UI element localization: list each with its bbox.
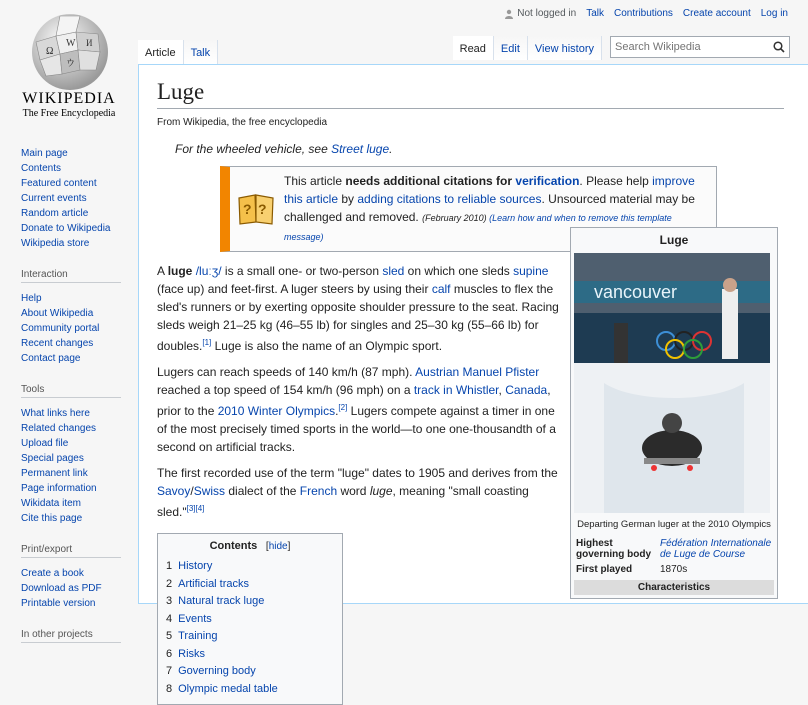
article-content (138, 64, 808, 695)
login-link[interactable]: Log in (760, 8, 788, 19)
search-icon[interactable] (769, 41, 789, 53)
tagline: The Free Encyclopedia (22, 108, 116, 119)
ref-1[interactable]: [1] (202, 338, 212, 347)
infobox-caption: Departing German luger at the 2010 Olympics (577, 519, 771, 530)
sidebar-item-community-portal[interactable]: Community portal (21, 323, 100, 334)
sidebar-item-what-links-here[interactable]: What links here (21, 408, 90, 419)
french-link[interactable]: French (299, 484, 338, 498)
page-title: Luge (157, 79, 784, 109)
sidebar-item-special-pages[interactable]: Special pages (21, 453, 84, 464)
swiss-link[interactable]: Swiss (193, 484, 226, 498)
sidebar-item-create-book[interactable]: Create a book (21, 568, 84, 579)
ipa-link[interactable]: /luːʒ/ (195, 264, 222, 278)
sidebar-item-current-events[interactable]: Current events (21, 193, 87, 204)
tab-talk[interactable]: Talk (184, 40, 219, 64)
hatnote: For the wheeled vehicle, see Street luge. (175, 142, 393, 156)
fil-link[interactable]: Fédération Internationale de Luge de Course (660, 538, 772, 560)
sidebar-item-donate[interactable]: Donate to Wikipedia (21, 223, 111, 234)
portal-heading-interaction: Interaction (21, 269, 121, 283)
namespace-tabs (138, 40, 218, 64)
sidebar-item-featured-content[interactable]: Featured content (21, 178, 97, 189)
sidebar-item-permanent-link[interactable]: Permanent link (21, 468, 88, 479)
sidebar-item-store[interactable]: Wikipedia store (21, 238, 90, 249)
portal-heading-print: Print/export (21, 544, 121, 558)
tab-edit[interactable]: Edit (494, 36, 528, 60)
sidebar-item-random-article[interactable]: Random article (21, 208, 89, 219)
wordmark: WIKIPEDIA (22, 90, 116, 107)
hatnote-street-luge-link[interactable]: Street luge (331, 142, 390, 156)
tab-view-history[interactable]: View history (528, 36, 602, 60)
sidebar-item-contact[interactable]: Contact page (21, 353, 81, 364)
view-tabs (453, 36, 790, 60)
svg-text:И: И (86, 38, 93, 48)
photo-sign-text: vancouver (594, 282, 678, 302)
improve-article-link[interactable]: improve this article (284, 174, 695, 206)
user-icon (504, 9, 514, 19)
sidebar-item-wikidata-item[interactable]: Wikidata item (21, 498, 82, 509)
toc-item[interactable]: 1 History (166, 560, 213, 572)
canada-link[interactable]: Canada (505, 383, 548, 397)
svg-text:?: ? (243, 201, 252, 217)
portal-print (0, 544, 138, 611)
paragraph-intro: A luge /luːʒ/ is a small one- or two-person sled on which one sleds supine (face up) and feet-first. A luger steers by using their calf muscles to flex the sled's runners or by exerting opposite shoulder pressure to the seat. Racing sleds weigh 21–25 kg (46–55 lb) for singles and 25–30 kg (55–66 lb) for doubles.[1] Luge is also the name of an Olympic sport. (157, 264, 559, 353)
portal-heading-other-projects: In other projects (21, 629, 121, 643)
contributions-link[interactable]: Contributions (614, 8, 673, 19)
table-of-contents (157, 533, 343, 705)
portal-navigation (0, 140, 138, 251)
sidebar-item-main-page[interactable]: Main page (21, 148, 68, 159)
sidebar-item-related-changes[interactable]: Related changes (21, 423, 97, 434)
infobox-row-first-played (574, 562, 774, 577)
infobox-title: Luge (659, 233, 689, 247)
paragraph-speed: Lugers can reach speeds of 140 km/h (87 mph). Austrian Manuel Pfister reached a top speed of 154 km/h (96 mph) on a track in Whistler, Canada, prior to the 2010 Winter Olympics.[2] Lugers compete against a timer in one of the most precisely timed sports in the world—to one one-thousandth of a second on artificial tracks. (157, 365, 556, 454)
citation-notice-text: This article needs additional citations for verification. Please help improve this article by adding citations to reliable sources. Unsourced material may be challenged and removed. (February 2010) (Learn how and when to remove this template message) (284, 174, 695, 242)
infobox (570, 227, 778, 599)
toc-item[interactable]: 5 Training (166, 630, 218, 642)
toc-item[interactable]: 6 Risks (166, 647, 206, 660)
pfister-link[interactable]: Austrian Manuel Pfister (415, 365, 540, 379)
winter-olympics-link[interactable]: 2010 Winter Olympics (217, 404, 336, 418)
svg-text:ウ: ウ (66, 58, 76, 68)
sidebar-item-recent-changes[interactable]: Recent changes (21, 338, 94, 349)
site-subtitle: From Wikipedia, the free encyclopedia (157, 117, 328, 128)
sidebar-item-cite-page[interactable]: Cite this page (21, 513, 83, 524)
globe-logo-icon (30, 12, 110, 92)
portal-interaction (0, 269, 138, 366)
toc-item[interactable]: 8 Olympic medal table (166, 682, 278, 695)
infobox-row-governing-body (574, 536, 774, 562)
sidebar-item-contents[interactable]: Contents (21, 163, 62, 174)
toc-item[interactable]: 2 Artificial tracks (166, 577, 250, 590)
supine-link[interactable]: supine (513, 264, 549, 278)
sidebar (0, 140, 138, 661)
infobox-section-characteristics: Characteristics (574, 580, 774, 595)
whistler-track-link[interactable]: track in Whistler (413, 383, 499, 397)
svg-text:Ω: Ω (46, 46, 54, 57)
sidebar-item-printable-version[interactable]: Printable version (21, 598, 96, 609)
infobox-value: 1870s (660, 564, 688, 575)
ref-2[interactable]: [2] (338, 403, 348, 412)
verification-link[interactable]: verification (515, 174, 580, 188)
infobox-label: First played (576, 564, 633, 575)
savoy-link[interactable]: Savoy (157, 484, 191, 498)
not-logged-in: Not logged in (504, 8, 576, 19)
toc-hide-toggle[interactable]: hide (268, 541, 288, 552)
portal-heading-tools: Tools (21, 384, 121, 398)
personal-tools (504, 8, 788, 19)
sidebar-item-upload-file[interactable]: Upload file (21, 438, 69, 449)
tab-read[interactable]: Read (453, 36, 494, 60)
toc-title: Contents [hide] (209, 540, 291, 552)
sidebar-item-page-information[interactable]: Page information (21, 483, 97, 494)
sidebar-item-download-pdf[interactable]: Download as PDF (21, 583, 102, 594)
sidebar-item-help[interactable]: Help (21, 293, 42, 304)
book-question-icon (236, 192, 276, 226)
svg-text:W: W (66, 38, 76, 49)
toc-item[interactable]: 7 Governing body (166, 665, 256, 677)
portal-tools (0, 384, 138, 526)
sidebar-item-about[interactable]: About Wikipedia (21, 308, 94, 319)
svg-text:?: ? (258, 201, 267, 217)
wikipedia-logo[interactable] (0, 0, 138, 140)
calf-link[interactable]: calf (431, 282, 451, 296)
talk-link[interactable]: Talk (586, 8, 604, 19)
portal-other-projects (0, 629, 138, 643)
toc-item[interactable]: 4 Events (166, 612, 212, 625)
learn-remove-link[interactable]: (Learn how and when to remove this template message) (284, 213, 672, 242)
adding-citations-link[interactable]: adding citations to reliable sources (357, 192, 542, 206)
sled-link[interactable]: sled (382, 264, 405, 278)
ref-3-4[interactable]: [3][4] (186, 504, 205, 513)
paragraph-etymology: The first recorded use of the term "luge" dates to 1905 and derives from the Savoy/Swiss dialect of the French word luge, meaning "small coasting sled."[3][4] (157, 466, 558, 519)
search-box (610, 36, 790, 58)
infobox-label: Highest governing body (576, 538, 651, 560)
toc-item[interactable]: 3 Natural track luge (166, 595, 265, 607)
luge-photo[interactable] (574, 253, 770, 513)
create-account-link[interactable]: Create account (682, 8, 751, 19)
tab-article[interactable]: Article (138, 40, 184, 64)
search-input[interactable] (611, 41, 769, 53)
